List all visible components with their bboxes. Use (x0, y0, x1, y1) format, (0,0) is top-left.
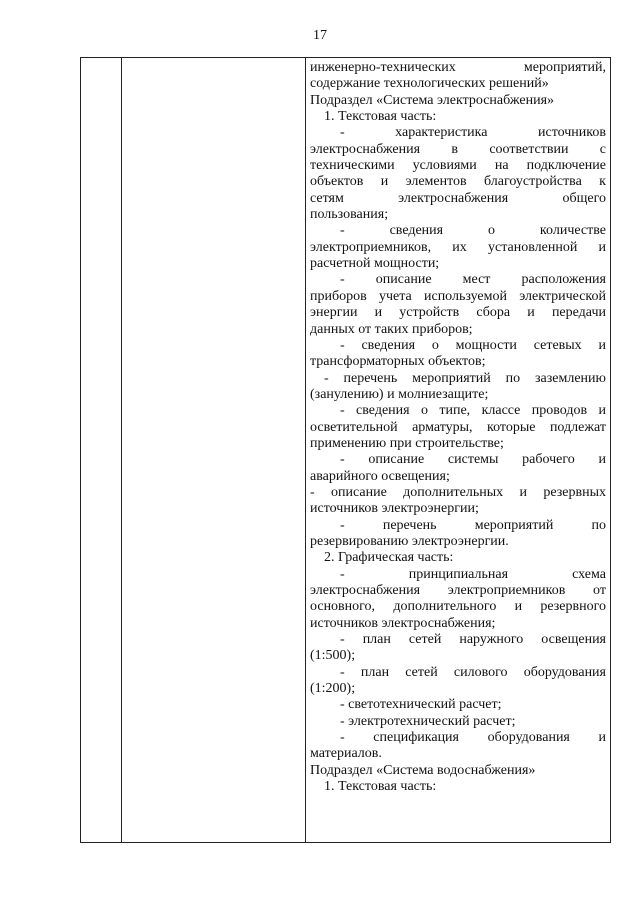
text-line: - перечень мероприятий по заземлению (324, 370, 606, 386)
text-line: электроприемников, их установленной и (310, 239, 606, 255)
text-line: приборов учета используемой электрической (310, 288, 606, 304)
text-line: - план сетей силового оборудования (340, 664, 606, 680)
text-line: электроснабжения электроприемников от (310, 583, 606, 598)
text-line: - описание мест расположения (340, 272, 606, 288)
text-line: источников электроснабжения; (310, 615, 496, 631)
text-line: основного, дополнительного и резервного (310, 599, 606, 615)
text-line: 2. Графическая часть: (324, 550, 454, 566)
text-line: материалов. (310, 746, 382, 762)
text-line: сетям электроснабжения общего (310, 190, 606, 206)
text-line: резервированию электроэнергии. (310, 533, 509, 549)
text-line: - сведения о типе, классе проводов и (340, 403, 606, 419)
text-line: - принципиальная схема (340, 566, 606, 582)
text-line: - план сетей наружного освещения (340, 632, 606, 648)
text-line: - светотехнический расчет; (340, 697, 502, 713)
text-line: 1. Текстовая часть: (324, 779, 437, 795)
text-line: - описание дополнительных и резервных (310, 484, 606, 500)
text-line: энергии и устройств сбора и передачи (310, 305, 606, 321)
text-line: пользования; (310, 207, 389, 223)
text-line: Подраздел «Система водоснабжения» (310, 762, 536, 778)
table-column-divider (305, 58, 306, 842)
text-line: (занулению) и молниезащите; (310, 386, 489, 402)
text-line: осветительной арматуры, которые подлежат (310, 419, 606, 435)
text-line: (1:500); (310, 648, 356, 664)
text-line: источников электроэнергии; (310, 501, 479, 517)
text-line: содержание технологических решений» (310, 76, 549, 92)
text-line: инженерно-технических мероприятий, (310, 60, 606, 75)
table-cell-text (310, 60, 606, 795)
text-line: аварийного освещения; (310, 468, 450, 484)
table-column-divider (121, 58, 122, 842)
text-line: - перечень мероприятий по (340, 517, 606, 533)
text-line: - сведения о количестве (340, 223, 606, 239)
text-line: - сведения о мощности сетевых и (340, 337, 606, 353)
text-line: электроснабжения в соответствии с (310, 141, 606, 157)
text-line: - спецификация оборудования и (340, 730, 606, 746)
text-line: (1:200); (310, 681, 356, 697)
text-line: 1. Текстовая часть: (324, 109, 437, 125)
text-line: применению при строительстве; (310, 435, 504, 451)
text-line: расчетной мощности; (310, 256, 440, 272)
text-line: - характеристика источников (340, 125, 606, 141)
text-line: - электротехнический расчет; (340, 713, 516, 729)
page-number: 17 (313, 28, 327, 43)
text-line: техническими условиями на подключение (310, 158, 606, 174)
content-table (80, 57, 611, 843)
text-line: трансформаторных объектов; (310, 354, 486, 370)
text-line: Подраздел «Система электроснабжения» (310, 92, 555, 108)
text-line: данных от таких приборов; (310, 321, 473, 337)
text-line: объектов и элементов благоустройства к (310, 174, 606, 190)
text-line: - описание системы рабочего и (340, 452, 606, 468)
